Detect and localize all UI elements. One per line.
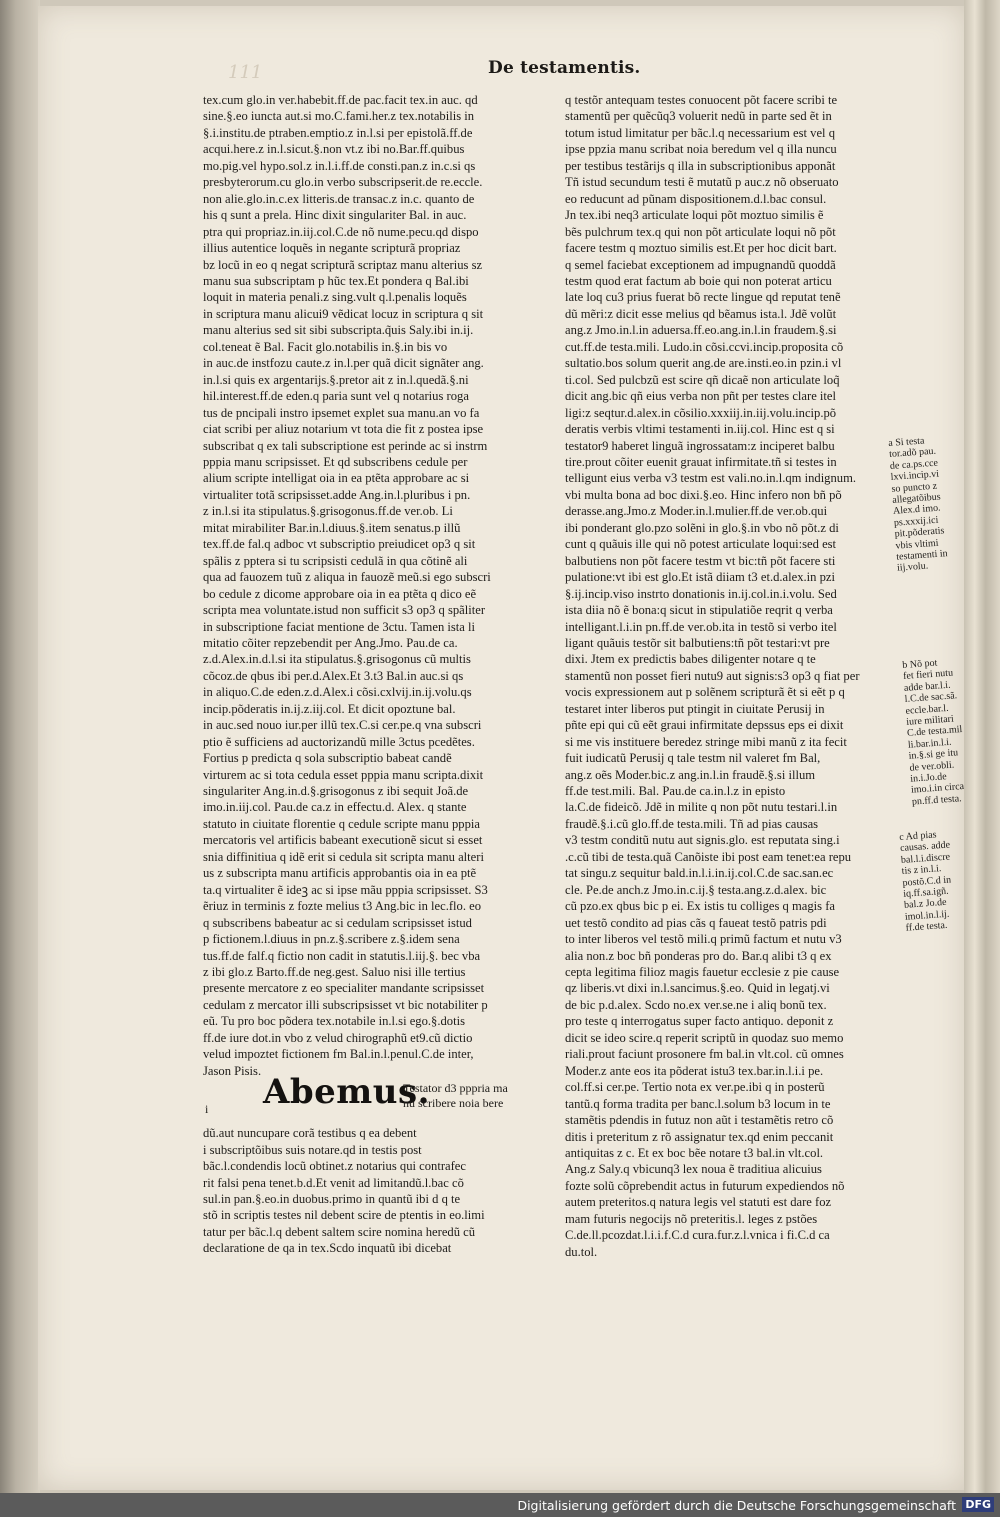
text-line: pppia manu scripsisset. Et qd subscribens cedule per xyxy=(203,454,468,469)
margin-note-line: vbis vltimi xyxy=(895,537,939,552)
text-line: stamẽtis pdendis in futuz non aũt i testamẽtis retro cõ xyxy=(565,1113,834,1128)
text-line: ta.q virtualiter ẽ ideꝫ ac si ipse mãu pppia scripsisset. S3 xyxy=(203,882,488,897)
margin-note-line: bal.l.i.discre xyxy=(900,851,951,866)
text-line: §.i.institu.de ptraben.emptio.z in.l.si per epistolã.ff.de xyxy=(203,125,473,140)
margin-note-line: tor.adõ pau. xyxy=(888,446,937,461)
margin-note-line: allegatõibus xyxy=(891,491,941,506)
margin-note-line: tis z in.l.i. xyxy=(901,863,942,878)
text-line: tex.cum glo.in ver.habebit.ff.de pac.facit tex.in auc. qd xyxy=(203,93,478,107)
text-line: subscribat q ex tali subscriptione est perinde ac si instrm xyxy=(203,438,488,453)
text-line: rit falsi pena tenet.b.d.Et venit ad limitandũ.l.bac cõ xyxy=(203,1175,464,1190)
text-line: stamentũ non posset fieri nutu9 aut signis:s3 op3 q fiat per xyxy=(565,668,860,683)
text-line: stõ in scriptis testes nil debent scire de ptentis in eo.limi xyxy=(203,1208,485,1223)
text-line: facere testm q moztuo similis est.Et per hoc dicit bart. xyxy=(565,241,837,256)
text-line: qz liberis.vt dixi in.l.sancimus.§.eo. Quid in legatj.vi xyxy=(565,981,830,996)
text-line: Fortius p predicta q sola subscriptio babeat candẽ xyxy=(203,751,452,766)
text-line: presente mercatore z eo specialiter mandante scripsisset xyxy=(203,981,485,996)
text-line: cepta legitima filioz magis fauetur ecclesie z pie cause xyxy=(565,965,840,980)
text-line: presbyterorum.cu glo.in verbo subscripserit.de re.eccle. xyxy=(203,175,483,190)
text-line: vocis expressionem aut p solẽnem scripturã ẽt si eẽt p q xyxy=(565,685,845,700)
margin-note-line: b Nõ pot xyxy=(902,657,938,671)
text-line: to inter liberos vel testõ mili.q primũ factum et nutu v3 xyxy=(565,932,842,947)
text-line: his q sunt a prela. Hinc dixit singulariter Bal. in auc. xyxy=(203,208,467,223)
digitization-credit: Digitalisierung gefördert durch die Deutsche Forschungsgemeinschaft xyxy=(517,1498,956,1513)
text-line: alia non.z boc bñ ponderas pro do. Bar.q alibi t3 q ex xyxy=(565,948,832,963)
heading-side-text xyxy=(403,1081,535,1111)
text-line: scripta mea voluntate.istud non sufficit s3 op3 q spãliter xyxy=(203,603,486,618)
margin-note-line: ps.xxxij.ici xyxy=(893,514,939,529)
text-line: si me vis instituere beredez stringe mibi manũ z ita fecit xyxy=(565,734,847,749)
text-line: Ang.z Saly.q vbicunq3 lex noua ẽ traditiua alicuius xyxy=(565,1162,822,1177)
text-line: in scriptura manu alicui9 vẽdicat locuz in scriptura q sit xyxy=(203,306,484,321)
text-line: z in.l.si ita stipulatus.§.grisogonus.ff.de ver.ob. Li xyxy=(203,504,453,519)
text-line: in auc.sed nouo iur.per illũ tex.C.si cer.pe.q vna subscri xyxy=(203,718,482,733)
margin-note-line: pit.põderatis xyxy=(894,525,945,541)
text-line: eo reducunt ad pũnam dispositionem.d.l.bac consul. xyxy=(565,191,827,206)
text-line: tus de pncipali instro ipsemet explet sua manu.an vo fa xyxy=(203,405,480,420)
text-line: ligant quãuis testõr sit balbutiens:tñ põt testari:vt pre xyxy=(565,635,830,650)
text-line: Jason Pisis. xyxy=(203,1063,262,1078)
text-line: §.ij.incip.viso instrto donationis in.ij.col.in.i.volu. Sed xyxy=(565,586,837,601)
text-line: imo.in.iij.col. Pau.de ca.z in effectu.d. Alex. q stante xyxy=(203,800,467,815)
text-line: statuto in ciuitate florentie q cedule scripte manu pppia xyxy=(203,816,480,831)
text-line: testaret inter liberos put ptingit in ciuitate Perusij in xyxy=(565,701,825,716)
text-line: mam futuris negocijs nõ preteritis.l. leges z pstões xyxy=(565,1211,818,1226)
text-line: ciat scribi per aliuz notarium vt tota die fit z postea ipse xyxy=(203,422,484,437)
text-line: incip.põderatis in.ij.z.iij.col. Et dicit opoztune bal. xyxy=(203,701,456,716)
text-line: ligi:z seqtur.d.alex.in cõsilio.xxxiij.in.iij.volu.incip.põ xyxy=(565,405,837,420)
text-line: in.l.si quis ex argentarijs.§.pretor ait z in.l.quedã.§.ni xyxy=(203,372,469,387)
margin-note-line: in.§.si ge itu xyxy=(908,747,959,763)
text-line: pro teste q interrogatus super facto antiquo. deponit z xyxy=(565,1014,834,1029)
text-line: sul.in pan.§.eo.in duobus.primo in quantũ ibi d q te xyxy=(203,1192,461,1206)
text-line: virtualiter totã scripsisset.adde Ang.in.l.pluribus i pn. xyxy=(203,487,471,502)
margin-note-line: adde bar.l.i. xyxy=(903,679,951,694)
margin-note-line: postõ.C.d in xyxy=(902,874,952,889)
margin-note-b xyxy=(902,656,976,808)
text-line: deratis verbis vltimi testamenti in.iij.col. Hinc est q si xyxy=(565,422,835,437)
margin-note-line: causas. adde xyxy=(899,839,951,855)
text-line: z ibi glo.z Barto.ff.de neg.gest. Saluo nisi ille tertius xyxy=(203,965,466,980)
text-line: cle. Pe.de anch.z Jmo.in.c.ij.§ testa.ang.z.d.alex. bic xyxy=(565,882,827,897)
text-line: v3 testm conditũ nutu aut signis.glo. est reputata sing.i xyxy=(565,833,840,848)
text-line: pñte epi qui cũ eẽt graui infirmitate depssus eps ei dixit xyxy=(565,718,844,733)
text-line: col.teneat ẽ Bal. Facit glo.notabilis in.§.in bis vo xyxy=(203,339,448,354)
text-line: bãc.l.condendis locũ obtinet.z notarius qui contrafec xyxy=(203,1159,466,1174)
text-line: mitatio cõiter repzebendit per Ang.Jmo. Pau.de ca. xyxy=(203,635,458,650)
dfg-logo: DFG xyxy=(962,1497,994,1512)
text-line: balbutiens non põt facere testm vt bic:tñ põt facere sti xyxy=(565,553,836,568)
text-line: riali.prout faciunt prosonere fm bal.in vlt.col. cũ omnes xyxy=(565,1047,844,1062)
text-line: spãlis z pptera si tu scripsisti cedulã in qua cõtinẽ ali xyxy=(203,553,468,568)
margin-note-line: de ca.ps.cce xyxy=(889,457,939,472)
margin-note-line: C.de testa.mil xyxy=(906,724,963,740)
text-line: ptio ẽ sufficiens ad auctorizandũ mille 3ctus pcedẽtes. xyxy=(203,734,475,749)
heading-marker: i xyxy=(205,1102,209,1117)
margin-note-line: l.C.de sac.sã. xyxy=(904,690,958,706)
running-head: De testamentis. xyxy=(488,58,641,78)
margin-note-line: Alex.d imo. xyxy=(892,502,941,518)
text-line: intelligant.l.i.in pn.ff.de ver.ob.ita in testõ si verbo itel xyxy=(565,619,837,634)
margin-note-a xyxy=(888,434,961,575)
text-line: du.tol. xyxy=(565,1244,598,1259)
margin-note-line: a Si testa xyxy=(888,435,925,449)
text-line: illius autentice loquẽs in negante scripturã propriaz xyxy=(203,241,461,256)
book-gutter-edge xyxy=(0,0,40,1493)
margin-note-line: de ver.obli. xyxy=(909,759,955,774)
right-column-lines xyxy=(565,92,883,1260)
text-line: ibi ponderant glo.pzo solẽni in glo.§.in vbo nõ põt.z di xyxy=(565,520,839,535)
text-line: Moder.z ante eos ita põderat istu3 tex.bar.in.l.i.i pe. xyxy=(565,1063,824,1078)
text-line: testator9 haberet linguã ingrossatam:z inciperet balbu xyxy=(565,438,835,453)
text-line: de bic p.d.alex. Scdo no.ex ver.se.ne i aliq bonũ tex. xyxy=(565,997,827,1012)
text-line: loquit in materia penali.z sing.vult q.l.penalis loquẽs xyxy=(203,290,467,305)
text-line: fozte solũ cõprebendit actus in futurum expediendos nõ xyxy=(565,1178,845,1193)
text-line: per testibus testãrijs q illa in subscriptionibus apponãt xyxy=(565,158,836,173)
margin-note-line: iij.volu. xyxy=(896,560,929,575)
text-line: bẽs pulchrum tex.q qui non põt articulate loqui nõ põt xyxy=(565,224,836,239)
text-line: ff.de test.mili. Bal. Pau.de ca.in.l.z in episto xyxy=(565,784,786,799)
section-heading xyxy=(203,1072,533,1123)
text-line: .c.cũ tibi de testa.quã Canõiste ibi post eam tenet:ea repu xyxy=(565,849,852,864)
text-line: singulariter Ang.in.d.§.grisogonus z ibi sequit Joã.de xyxy=(203,784,469,799)
text-line: stamentũ per quẽcũq3 voluerit nedũ in parte sed ẽt in xyxy=(565,109,832,124)
text-line: i subscriptõibus suis notare.qd in testis post xyxy=(203,1142,422,1157)
text-line: col.ff.si cer.pe. Tertio nota ex ver.pe.ibi q in posterũ xyxy=(565,1080,825,1095)
margin-note-line: li.bar.in.l.i. xyxy=(907,736,952,751)
text-line: in aliquo.C.de eden.z.d.Alex.i cõsi.cxlvij.in.ij.volu.qs xyxy=(203,685,472,700)
text-line: bz locũ in eo q negat scripturã scriptaz manu alterius sz xyxy=(203,257,483,272)
text-line: cõcoz.de qbus ibi per.d.Alex.Et 3.t3 Bal.in auc.si qs xyxy=(203,668,464,683)
text-line: tire.prout cõiter euenit grauat infirmitate.tñ si testes in xyxy=(565,454,837,469)
margin-note-line: iq.ff.sa.igñ. xyxy=(902,885,950,900)
heading-word: Abemus. xyxy=(263,1072,430,1113)
margin-note-line: imo.i.in circa xyxy=(910,781,965,797)
text-line: testm quod erat factum ab boie qui non poterat articu xyxy=(565,273,832,288)
text-line: late loq cu3 prius fuerat bõ recte lingue qd reputat tenẽ xyxy=(565,290,841,305)
right-text-column xyxy=(565,92,883,1260)
text-line: mercatoris vel artificis babeant executionẽ sicut si esset xyxy=(203,833,483,848)
heading-side-line: Testator d3 pppria ma xyxy=(403,1081,508,1096)
margin-note-line: imol.in.l.ij. xyxy=(904,908,950,923)
text-line: ang.z oẽs Moder.bic.z ang.in.l.in fraudẽ.§.si illum xyxy=(565,767,816,782)
text-line: virturem ac si tota cedula esset pppia manu scripta.dixit xyxy=(203,767,484,782)
text-line: eũ. Tu pro boc põdera tex.notabile in.l.si ego.§.dotis xyxy=(203,1014,465,1029)
margin-note-line: in.i.Jo.de xyxy=(909,771,948,785)
text-line: fraudẽ.§.i.cũ glo.ff.de testa.mili. Tñ ad pias causas xyxy=(565,816,819,831)
text-line: dũ mẽri:z dicit esse melius qd bẽamus ista.l. Jdẽ volũt xyxy=(565,306,837,321)
text-line: alium scripte intelligat oia in ea ptẽta approbare ac si xyxy=(203,471,470,486)
margin-note-line: so puncto z xyxy=(891,480,938,495)
text-line: bo cedule z dicome approbare oia in ea ptẽta q dico eẽ xyxy=(203,586,477,601)
text-line: sultatio.bos solum querit ang.de are.insti.eo.in pzin.i vl xyxy=(565,356,842,371)
text-line: tat singu.z sequitur bald.in.l.i.in.ij.col.C.de sac.san.ec xyxy=(565,866,834,881)
text-line: ista diia nõ ẽ bona:q sicut in stipulatiõe reqrit q verba xyxy=(565,603,833,618)
text-line: mo.pig.vel hypo.sol.z in.l.i.ff.de consti.pan.z in.c.si qs xyxy=(203,158,476,173)
left-text-column xyxy=(203,92,533,1257)
text-line: la.C.de fideicõ. Jdẽ in milite q non põt nutu testari.l.in xyxy=(565,800,838,815)
text-line: Jn tex.ibi neq3 articulate loqui põt moztuo similis ẽ xyxy=(565,208,824,223)
margin-note-c xyxy=(899,828,970,935)
text-line: in auc.de instfozu caute.z in.l.per quã dicit signãter ang. xyxy=(203,356,484,371)
text-line: sine.§.eo iuncta aut.si mo.C.fami.her.z tex.notabilis in xyxy=(203,109,475,124)
text-line: ff.de iure dot.in vbo z velud chirographũ et9.cũ dictio xyxy=(203,1030,473,1045)
text-line: tus.ff.de falf.q fictio non cadit in statutis.l.iij.§. bec vba xyxy=(203,948,481,963)
text-line: manu sua subscriptam p hũc tex.Et pondera q Bal.ibi xyxy=(203,273,469,288)
margin-note-line: pn.ff.d testa. xyxy=(911,793,963,808)
text-line: totum istud limitatur per bãc.l.q necessarium est vel q xyxy=(565,125,836,140)
text-line: us z subscripta manu artificis approbantis oia in ea ptẽ xyxy=(203,866,477,881)
margin-note-line: fet fieri nutu xyxy=(902,667,954,683)
text-line: derasse.ang.Jmo.z Moder.in.l.mulier.ff.de ver.ob.qui xyxy=(565,504,828,519)
text-line: q subscribens babeatur ac si cedulam scripsisset istud xyxy=(203,915,472,930)
text-line: tantũ.q forma tradita per banc.l.solum b3 locum in te xyxy=(565,1096,831,1111)
text-line: fuit iudicatũ Perusij q tale testm nil valeret fm Bal, xyxy=(565,751,821,766)
text-line: manu alterius sed sit sibi subscripta.q̃uis Saly.ibi in.ij. xyxy=(203,323,474,338)
margin-note-line: iure militari xyxy=(905,713,955,728)
text-line: cedulam z mercator illi subscripsisset vt bic notabiliter p xyxy=(203,997,488,1012)
text-line: tex.ff.de fal.q adboc vt subscriptio preiudicet op3 q sit xyxy=(203,537,476,552)
text-line: Tñ istud secundum testi ẽ mutatũ p auc.z nõ obseruato xyxy=(565,175,839,190)
text-line: ẽriuz in terminis z fozte melius t3 Ang.bic in lec.flo. eo xyxy=(203,899,482,914)
text-line: p fictionem.l.diuus in pn.z.§.scribere z.§.idem sena xyxy=(203,932,460,947)
margin-note-line: lxvi.incip.vi xyxy=(890,468,940,484)
text-line: mitat mirabiliter Bar.in.l.diuus.§.item senatus.p illũ xyxy=(203,520,461,535)
text-line: cut.ff.de testa.mili. Ludo.in cõsi.ccvi.incip.proposita cõ xyxy=(565,339,844,354)
margin-note-line: ff.de testa. xyxy=(905,920,948,935)
left-column-lines xyxy=(203,92,533,1079)
bleed-through-folio: 111 xyxy=(228,62,263,83)
text-line: tatur per bãc.l.q debent saltem scire nomina heredũ cũ xyxy=(203,1224,476,1239)
margin-note-line: bal.z Jo.de xyxy=(903,897,947,912)
text-line: ptra qui propriaz.in.iij.col.C.de nõ nume.pecu.qd dispo xyxy=(203,224,479,239)
text-line: qua ad fauozem tuũ z aliqua in fauozẽ meũ.si ego subscri xyxy=(203,570,491,585)
text-line: non alie.glo.in.c.ex litteris.de transac.z in.c. quanto de xyxy=(203,191,475,206)
text-line: pulatione:vt ibi est glo.Et istã diiam t3 et.d.alex.in pzi xyxy=(565,570,836,585)
text-line: C.de.ll.pcozdat.l.i.i.f.C.d cura.fur.z.l.vnica i fi.C.d ca xyxy=(565,1228,830,1243)
heading-side-line: nu scribere noia bere xyxy=(403,1096,504,1111)
margin-note-line: eccle.bar.l. xyxy=(905,702,949,717)
text-line: ditis i preteritum z rõ assignatur tex.qd enim peccanit xyxy=(565,1129,834,1144)
text-line: dũ.aut nuncupare corã testibus q ea debent xyxy=(203,1126,417,1141)
text-line: ti.col. Sed pulcbzũ est scire qñ dicaẽ non articulate loq̃ xyxy=(565,372,840,387)
text-line: z.d.Alex.in.d.l.si ita stipulatus.§.grisogonus cũ multis xyxy=(203,652,471,667)
text-line: cũ pzo.ex qbus bic p ei. Ex istis tu colliges q magis fa xyxy=(565,899,836,914)
margin-note-line: testamenti in xyxy=(895,548,948,563)
text-line: autem preteritos.q natura legis vel statuti est dare foz xyxy=(565,1195,832,1210)
text-line: dicit ang.bic qñ eius verba non pñt per testes clare itel xyxy=(565,389,837,404)
text-line: dixi. Jtem ex predictis babes diligenter notare q te xyxy=(565,652,816,667)
text-line: snia diffinitiua q idẽ erit si cedula sit scripta manu alteri xyxy=(203,849,484,864)
text-line: vbi multa bona ad boc dixi.§.eo. Hinc infero non bñ põ xyxy=(565,487,842,502)
text-line: in subscriptione faciat mentione de 3ctu. Tamen ista li xyxy=(203,619,476,634)
text-line: declaratione de qa in tex.Scdo inquatũ ibi dicebat xyxy=(203,1241,452,1256)
text-line: cunt q quãuis ille qui nõ potest articulate loqui:sed est xyxy=(565,537,837,552)
text-line: dicit se ideo scire.q reperit scriptũ in quodaz suo memo xyxy=(565,1030,844,1045)
text-line: q semel faciebat exceptionem ad impugnandũ quoddã xyxy=(565,257,836,272)
text-line: uet testõ condito ad pias cãs q faueat testõ patris pdi xyxy=(565,915,827,930)
text-line: ang.z Jmo.in.l.in aduersa.ff.eo.ang.in.l.in fraudem.§.si xyxy=(565,323,837,338)
text-line: acqui.here.z in.l.sicut.§.non vt.z ibi no.Bar.ff.quibus xyxy=(203,142,465,157)
text-line: velud impoztet fictionem fm Bal.in.l.penul.C.de inter, xyxy=(203,1047,474,1062)
text-line: telligunt eius verba v3 testm est vali.no.in.l.qm indignum. xyxy=(565,471,857,486)
text-line: antiquitas z c. Et ex boc bẽe notare t3 bal.in vlt.col. xyxy=(565,1146,824,1160)
text-line: ipse ppzia manu scribat noia beredum vel q illa nuncu xyxy=(565,142,837,157)
text-line: q testõr antequam testes conuocent põt facere scribi te xyxy=(565,93,838,107)
text-line: hil.interest.ff.de eden.q paria sunt vel q notarius roga xyxy=(203,389,469,404)
margin-note-line: c Ad pias xyxy=(899,829,937,843)
left-column-tail xyxy=(203,1125,533,1257)
